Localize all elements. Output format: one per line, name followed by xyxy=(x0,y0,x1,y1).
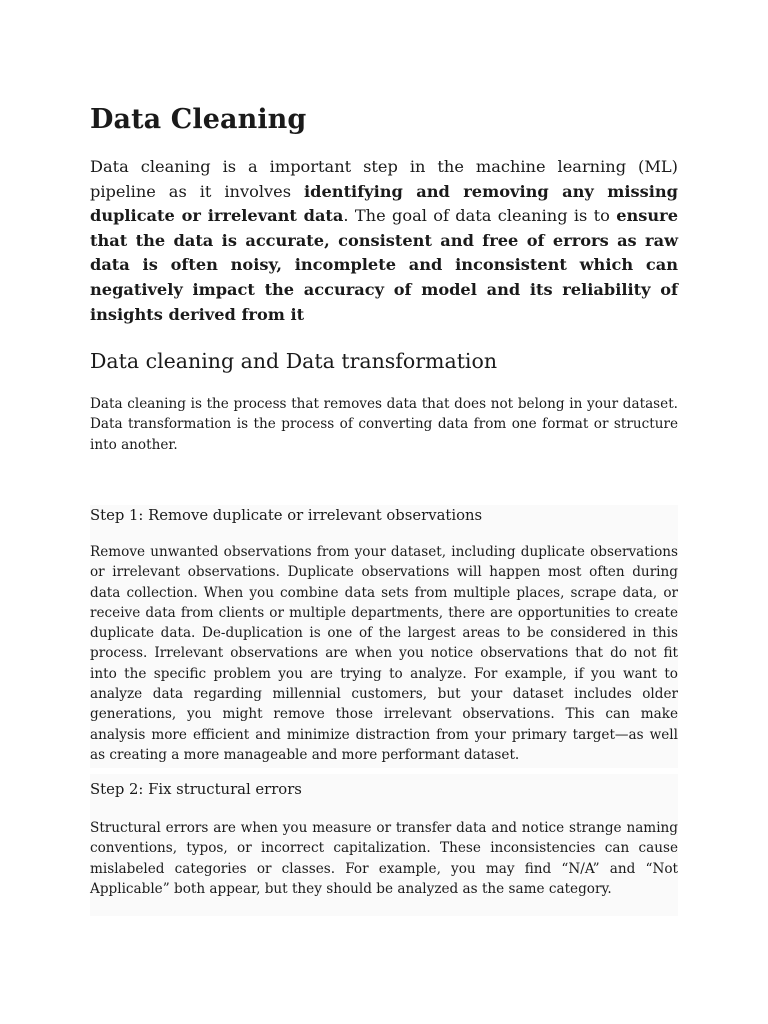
intro-paragraph xyxy=(90,155,678,327)
section-paragraph: Data cleaning is the process that removes data that does not belong in your dataset. Data transformation is the process of converting data from one format or structure into another. xyxy=(90,396,678,453)
intro-bold-1: identifying and removing any missing duplicate or irrelevant data xyxy=(90,181,678,226)
step-2-heading: Step 2: Fix structural errors xyxy=(90,781,302,798)
step-1-paragraph: Remove unwanted observations from your dataset, including duplicate observations or irrelevant observations. Duplicate observations will happen most often during data collection. When you combine data sets from multiple places, scrape data, or receive data from clients or multiple departments, there are opportunities to create duplicate data. De-duplication is one of the largest areas to be considered in this process. Irrelevant observations are when you notice observations that do not fit into the specific problem you are trying to analyze. For example, if you want to analyze data regarding millennial customers, but your dataset includes older generations, you might remove those irrelevant observations. This can make analysis more efficient and minimize distraction from your primary target—as well as creating a more manageable and more performant dataset. xyxy=(90,544,678,763)
intro-text-1: Data cleaning is a important step in the machine learning (ML) pipeline as it involves xyxy=(90,157,678,201)
page-title: Data Cleaning xyxy=(90,104,307,135)
step-1-heading: Step 1: Remove duplicate or irrelevant observations xyxy=(90,507,483,524)
section-heading: Data cleaning and Data transformation xyxy=(90,349,498,373)
step-2-paragraph: Structural errors are when you measure or transfer data and notice strange naming conventions, typos, or incorrect capitalization. These inconsistencies can cause mislabeled categories or classes. For example, you may find “N/A” and “Not Applicable” both appear, but they should be analyzed as the same category. xyxy=(90,820,678,897)
intro-text-2: . The goal of data cleaning is to xyxy=(343,206,617,226)
intro-bold-2: ensure that the data is accurate, consistent and free of errors as raw data is often noisy, incomplete and inconsistent which can negatively impact the accuracy of model and its reliability of insights derived from it xyxy=(90,206,678,324)
